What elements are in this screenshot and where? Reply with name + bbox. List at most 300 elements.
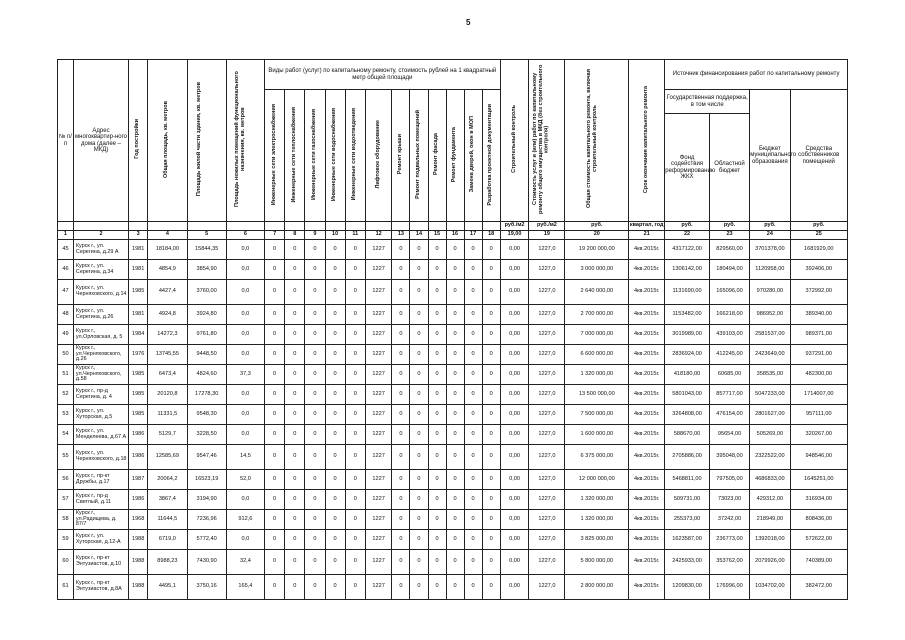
table-cell: 3854,90 xyxy=(187,260,226,280)
table-cell: 0 xyxy=(285,260,305,280)
table-cell: 12585,69 xyxy=(148,445,187,470)
table-cell: 4кв.2015г. xyxy=(629,550,665,575)
column-number-cell: 15 xyxy=(428,231,446,240)
table-cell: 0,0 xyxy=(226,280,264,305)
table-cell: 0 xyxy=(392,575,410,600)
table-cell: 5047233,00 xyxy=(750,385,790,405)
table-cell: 0 xyxy=(305,240,325,260)
table-cell: 0 xyxy=(482,240,500,260)
table-cell: 11331,5 xyxy=(148,405,187,425)
table-cell: 429312,00 xyxy=(750,490,790,510)
table-cell: 0 xyxy=(464,280,482,305)
column-number-cell: 18 xyxy=(482,231,500,240)
column-number-cell: 21 xyxy=(629,231,665,240)
table-cell: 0 xyxy=(325,575,345,600)
table-cell: 0 xyxy=(428,345,446,365)
table-cell: 1227 xyxy=(365,280,392,305)
table-cell: 0 xyxy=(325,385,345,405)
table-cell: 7 500 000,00 xyxy=(565,405,629,425)
table-cell: 0 xyxy=(265,550,285,575)
table-cell: 0,00 xyxy=(500,240,529,260)
table-cell: 1 320 000,00 xyxy=(565,365,629,385)
table-cell: 218949,00 xyxy=(750,510,790,530)
table-cell: 54 xyxy=(58,425,74,445)
unit-cell xyxy=(129,222,148,231)
table-cell: 0 xyxy=(446,510,464,530)
table-cell: 0 xyxy=(446,260,464,280)
table-cell: 20120,8 xyxy=(148,385,187,405)
table-cell: 1227,0 xyxy=(529,405,565,425)
table-cell: 829560,00 xyxy=(709,240,749,260)
table-cell: Курск г., ул.Радищева, д. 87/7 xyxy=(73,510,128,530)
table-cell: 9548,30 xyxy=(187,405,226,425)
unit-cell xyxy=(365,222,392,231)
unit-cell: руб. xyxy=(750,222,790,231)
table-cell: 4кв.2015г. xyxy=(629,325,665,345)
table-cell: 1227,0 xyxy=(529,385,565,405)
work-header-12: Разработка проектной документации xyxy=(482,90,500,222)
table-cell: 2 700 000,00 xyxy=(565,305,629,325)
table-cell: 4686833,00 xyxy=(750,470,790,490)
table-cell: 0 xyxy=(392,260,410,280)
table-cell: 5772,40 xyxy=(187,530,226,550)
table-cell: 6719,0 xyxy=(148,530,187,550)
table-cell: 0 xyxy=(265,470,285,490)
table-cell: 3 000 000,00 xyxy=(565,260,629,280)
table-cell: 0 xyxy=(428,550,446,575)
table-cell: 0 xyxy=(428,385,446,405)
table-cell: 0 xyxy=(265,575,285,600)
table-cell: 0 xyxy=(265,425,285,445)
table-cell: 0 xyxy=(285,325,305,345)
table-cell: 7 000 000,00 xyxy=(565,325,629,345)
unit-cell xyxy=(226,222,264,231)
table-cell: 48 xyxy=(58,305,74,325)
table-cell: 1209830,00 xyxy=(665,575,710,600)
table-cell: 55 xyxy=(58,445,74,470)
table-cell: 46 xyxy=(58,260,74,280)
table-cell: 0 xyxy=(446,325,464,345)
table-cell: 4кв.2015г. xyxy=(629,365,665,385)
table-cell: 0 xyxy=(325,425,345,445)
column-number-cell: 3 xyxy=(129,231,148,240)
table-cell: 0 xyxy=(305,530,325,550)
table-cell: 19 200 000,00 xyxy=(565,240,629,260)
table-cell: 0 xyxy=(285,470,305,490)
table-cell: 0 xyxy=(446,530,464,550)
table-cell: 4кв.2015г. xyxy=(629,575,665,600)
table-cell: 1986 xyxy=(129,425,148,445)
table-cell: 16523,19 xyxy=(187,470,226,490)
table-cell: 1227,0 xyxy=(529,240,565,260)
table-cell: 0,0 xyxy=(226,405,264,425)
table-cell: 3867,4 xyxy=(148,490,187,510)
table-cell: 0,00 xyxy=(500,280,529,305)
table-cell: 0 xyxy=(410,280,428,305)
table-cell: 4кв.2015г. xyxy=(629,260,665,280)
table-cell: 1986 xyxy=(129,445,148,470)
table-cell: 1131690,00 xyxy=(665,280,710,305)
column-number-cell: 19 xyxy=(529,231,565,240)
table-cell: 0 xyxy=(392,405,410,425)
table-cell: 0 xyxy=(325,470,345,490)
table-cell: 0 xyxy=(446,385,464,405)
capital-repair-table xyxy=(57,59,848,600)
table-cell: 0 xyxy=(464,305,482,325)
table-cell: 0 xyxy=(464,260,482,280)
table-cell: 0,00 xyxy=(500,550,529,575)
table-cell: 0 xyxy=(345,445,365,470)
table-cell: 13745,55 xyxy=(148,345,187,365)
table-cell: 4кв.2015г. xyxy=(629,405,665,425)
table-cell: 0 xyxy=(428,470,446,490)
table-cell: 0,00 xyxy=(500,345,529,365)
table-cell: Курск г., пр-д Серегина, д. 4 xyxy=(73,385,128,405)
table-cell: 47 xyxy=(58,280,74,305)
table-cell: 1227 xyxy=(365,405,392,425)
table-cell: 0 xyxy=(446,305,464,325)
table-cell: 0 xyxy=(482,510,500,530)
table-row xyxy=(58,575,848,600)
table-cell: 0 xyxy=(482,365,500,385)
funding-group-header: Источник финансирования работ по капитальному ремонту xyxy=(665,60,848,90)
table-cell: 0 xyxy=(265,365,285,385)
table-cell: 0 xyxy=(305,260,325,280)
table-cell: 0 xyxy=(325,240,345,260)
table-cell: 13 500 000,00 xyxy=(565,385,629,405)
table-cell: 1714007,00 xyxy=(790,385,847,405)
table-cell: 0,00 xyxy=(500,575,529,600)
table-cell: 0,00 xyxy=(500,490,529,510)
table-cell: 0 xyxy=(464,445,482,470)
table-cell: 0 xyxy=(345,240,365,260)
table-cell: 0 xyxy=(428,305,446,325)
table-cell: 0,00 xyxy=(500,470,529,490)
column-number-cell: 16 xyxy=(446,231,464,240)
table-cell: 1988 xyxy=(129,550,148,575)
table-cell: 0 xyxy=(325,405,345,425)
column-number-cell: 23 xyxy=(709,231,749,240)
table-cell: 1227 xyxy=(365,260,392,280)
table-cell: 1227 xyxy=(365,575,392,600)
table-cell: 0 xyxy=(392,305,410,325)
table-cell: 4854,9 xyxy=(148,260,187,280)
table-cell: 0,00 xyxy=(500,405,529,425)
table-cell: 14272,3 xyxy=(148,325,187,345)
table-cell: 0 xyxy=(446,425,464,445)
work-header-1: Инженерные сети электроснабжения xyxy=(265,90,285,222)
table-cell: 0 xyxy=(305,445,325,470)
col-living-area-header: Площадь жилой части здания, кв. метров xyxy=(187,60,226,222)
table-cell: 18184,00 xyxy=(148,240,187,260)
table-cell: 797505,00 xyxy=(709,470,749,490)
table-cell: 1153482,00 xyxy=(665,305,710,325)
table-cell: 0 xyxy=(305,305,325,325)
table-cell: Курск г., ул.Черняховского, д.58 xyxy=(73,365,128,385)
table-cell: 0 xyxy=(446,470,464,490)
table-cell: 0 xyxy=(464,550,482,575)
column-number-cell: 14 xyxy=(410,231,428,240)
table-cell: 5468811,00 xyxy=(665,470,710,490)
table-cell: 95654,00 xyxy=(709,425,749,445)
table-cell: 0 xyxy=(410,445,428,470)
column-number-cell: 20 xyxy=(565,231,629,240)
table-cell: 316934,00 xyxy=(790,490,847,510)
table-cell: 9547,46 xyxy=(187,445,226,470)
table-cell: 937291,00 xyxy=(790,345,847,365)
table-cell: 1984 xyxy=(129,325,148,345)
table-cell: 4кв.2015г. xyxy=(629,510,665,530)
state-support-header: Государственная поддержка, в том числе xyxy=(665,90,750,114)
table-cell: 0 xyxy=(345,575,365,600)
work-header-11: Замена дверей, окон в МОП xyxy=(464,90,482,222)
table-cell: 0 xyxy=(410,325,428,345)
table-cell: 6473,4 xyxy=(148,365,187,385)
table-cell: 0 xyxy=(285,445,305,470)
table-cell: 1227,0 xyxy=(529,365,565,385)
table-cell: 1227,0 xyxy=(529,510,565,530)
table-cell: 1985 xyxy=(129,365,148,385)
table-cell: 0 xyxy=(285,280,305,305)
table-cell: 1985 xyxy=(129,385,148,405)
unit-cell xyxy=(73,222,128,231)
unit-cell: руб./м2 xyxy=(529,222,565,231)
table-cell: Курск г., ул.Орловская, д. 5 xyxy=(73,325,128,345)
table-cell: 1392018,00 xyxy=(750,530,790,550)
work-header-6: Лифтовое оборудование xyxy=(365,90,392,222)
table-cell: 8988,23 xyxy=(148,550,187,575)
table-cell: 0,00 xyxy=(500,510,529,530)
table-cell: 50 xyxy=(58,345,74,365)
page-number: 5 xyxy=(466,18,471,27)
column-number-cell: 25 xyxy=(790,231,847,240)
table-cell: 49 xyxy=(58,325,74,345)
table-cell: Курск г., ул. Хуторская, д.5 xyxy=(73,405,128,425)
table-cell: 0 xyxy=(325,445,345,470)
table-cell: 1227 xyxy=(365,445,392,470)
work-header-3: Инженерные сети газоснабжения xyxy=(305,90,325,222)
table-row xyxy=(58,445,848,470)
table-cell: 4кв.2015г. xyxy=(629,425,665,445)
table-cell: 2836924,00 xyxy=(665,345,710,365)
table-cell: 0 xyxy=(446,345,464,365)
unit-cell xyxy=(464,222,482,231)
table-cell: 0 xyxy=(392,470,410,490)
table-cell: 3194,90 xyxy=(187,490,226,510)
table-cell: 1227 xyxy=(365,530,392,550)
table-cell: 1645251,00 xyxy=(790,470,847,490)
table-cell: 0 xyxy=(345,385,365,405)
table-cell: 58 xyxy=(58,510,74,530)
table-cell: 0 xyxy=(428,425,446,445)
table-row xyxy=(58,325,848,345)
table-cell: 0 xyxy=(305,325,325,345)
table-cell: 73023,00 xyxy=(709,490,749,510)
table-cell: 1981 xyxy=(129,305,148,325)
table-cell: 2423649,00 xyxy=(750,345,790,365)
table-cell: 0 xyxy=(482,305,500,325)
col-cost-per-m2-header: Стоимость услуг и (или) работ по капитальному ремонту общего имущества в МКД (без строительного контроля) xyxy=(529,60,565,222)
col-address-header: Адрес многоквартир-ного дома (далее – МКД) xyxy=(73,60,128,222)
table-cell: 0 xyxy=(265,260,285,280)
table-cell: 0 xyxy=(428,445,446,470)
table-cell: 0 xyxy=(325,550,345,575)
unit-cell: квартал, год xyxy=(629,222,665,231)
table-cell: 912,6 xyxy=(226,510,264,530)
units-row xyxy=(58,222,848,231)
table-cell: 0 xyxy=(482,425,500,445)
table-row xyxy=(58,240,848,260)
works-group-header: Виды работ (услуг) по капитальному ремонту, стоимость рублей на 1 квадратный метр общей площади xyxy=(265,60,501,90)
table-cell: 0,0 xyxy=(226,345,264,365)
table-cell: 7236,96 xyxy=(187,510,226,530)
column-number-cell: 9 xyxy=(305,231,325,240)
table-cell: 0 xyxy=(464,240,482,260)
table-cell: 0,00 xyxy=(500,260,529,280)
table-cell: 4кв.2015г. xyxy=(629,490,665,510)
table-cell: 0,0 xyxy=(226,425,264,445)
table-cell: Курск г., пр-д Светлый, д.11 xyxy=(73,490,128,510)
table-cell: 0 xyxy=(410,240,428,260)
table-cell: 0 xyxy=(464,530,482,550)
table-cell: 1981 xyxy=(129,240,148,260)
table-cell: 0 xyxy=(392,445,410,470)
table-cell: 0 xyxy=(305,490,325,510)
table-row xyxy=(58,510,848,530)
table-cell: 1988 xyxy=(129,530,148,550)
unit-cell xyxy=(482,222,500,231)
column-number-cell: 5 xyxy=(187,231,226,240)
table-cell: 0 xyxy=(305,385,325,405)
table-cell: 857717,00 xyxy=(709,385,749,405)
unit-cell xyxy=(428,222,446,231)
col-no-header: № п/п xyxy=(58,60,74,222)
table-cell: 1227 xyxy=(365,385,392,405)
table-cell: 0 xyxy=(446,280,464,305)
table-cell: 989371,00 xyxy=(790,325,847,345)
table-cell: 0 xyxy=(325,365,345,385)
table-cell: 412245,00 xyxy=(709,345,749,365)
table-cell: 505269,00 xyxy=(750,425,790,445)
table-cell: 0,0 xyxy=(226,305,264,325)
table-cell: 0 xyxy=(325,345,345,365)
table-cell: 0 xyxy=(482,490,500,510)
table-cell: 1227,0 xyxy=(529,470,565,490)
table-cell: 1981 xyxy=(129,260,148,280)
table-cell: 4кв.2015г. xyxy=(629,345,665,365)
table-cell: 1987 xyxy=(129,470,148,490)
table-cell: 0 xyxy=(446,490,464,510)
unit-cell: руб. xyxy=(709,222,749,231)
table-cell: 3228,50 xyxy=(187,425,226,445)
table-cell: 395048,00 xyxy=(709,445,749,470)
unit-cell xyxy=(148,222,187,231)
table-cell: 5129,7 xyxy=(148,425,187,445)
table-cell: 0 xyxy=(345,425,365,445)
table-cell: 20064,2 xyxy=(148,470,187,490)
table-cell: 353762,00 xyxy=(709,550,749,575)
table-row xyxy=(58,280,848,305)
table-cell: 0 xyxy=(265,405,285,425)
table-cell: Курск г., ул. Черняховского, д.14 xyxy=(73,280,128,305)
table-cell: 37242,00 xyxy=(709,510,749,530)
table-cell: Курск г., пр-кт Дружбы, д.17 xyxy=(73,470,128,490)
table-cell: Курск г., ул. Серегина, д.34 xyxy=(73,260,128,280)
table-cell: 0 xyxy=(410,425,428,445)
table-cell: 2079926,00 xyxy=(750,550,790,575)
table-cell: 15844,35 xyxy=(187,240,226,260)
table-cell: 808436,00 xyxy=(790,510,847,530)
table-cell: 1227,0 xyxy=(529,575,565,600)
table-cell: 0 xyxy=(428,530,446,550)
table-cell: 509731,00 xyxy=(665,490,710,510)
table-cell: 0 xyxy=(345,405,365,425)
table-cell: 0 xyxy=(464,325,482,345)
table-cell: Курск г., ул. Серегина, д.26 xyxy=(73,305,128,325)
table-cell: 4495,1 xyxy=(148,575,187,600)
table-cell: 0 xyxy=(265,445,285,470)
table-row xyxy=(58,385,848,405)
table-cell: 320267,00 xyxy=(790,425,847,445)
table-cell: 0 xyxy=(305,365,325,385)
table-cell: 0 xyxy=(410,530,428,550)
table-cell: 0 xyxy=(392,385,410,405)
table-row xyxy=(58,470,848,490)
table-cell: 0 xyxy=(446,240,464,260)
table-row xyxy=(58,530,848,550)
table-cell: 1227 xyxy=(365,345,392,365)
table-cell: 0 xyxy=(392,240,410,260)
table-cell: 0 xyxy=(265,240,285,260)
table-cell: 1227 xyxy=(365,510,392,530)
table-cell: 9448,50 xyxy=(187,345,226,365)
table-cell: 4кв.2015г. xyxy=(629,470,665,490)
column-number-cell: 1 xyxy=(58,231,74,240)
table-cell: 1227 xyxy=(365,490,392,510)
table-cell: Курск г., ул. Хуторская, д.12-А xyxy=(73,530,128,550)
col-nonres-area-header: Площадь нежилых помещений функционального назначения, кв. метров xyxy=(226,60,264,222)
table-cell: 165096,00 xyxy=(709,280,749,305)
table-cell: 0 xyxy=(464,490,482,510)
table-cell: 0 xyxy=(345,305,365,325)
table-cell: 4кв.2015г. xyxy=(629,385,665,405)
table-cell: 0 xyxy=(428,260,446,280)
table-cell: 0 xyxy=(410,385,428,405)
table-cell: 1120958,00 xyxy=(750,260,790,280)
table-cell: 0 xyxy=(285,385,305,405)
table-cell: 0 xyxy=(464,510,482,530)
table-cell: 0 xyxy=(392,325,410,345)
table-cell: 1227 xyxy=(365,365,392,385)
column-number-cell: 17 xyxy=(464,231,482,240)
table-cell: 0 xyxy=(482,575,500,600)
table-cell: 0,00 xyxy=(500,305,529,325)
table-cell: 1986 xyxy=(129,490,148,510)
unit-cell xyxy=(325,222,345,231)
table-cell: 0 xyxy=(305,550,325,575)
table-cell: 0 xyxy=(325,325,345,345)
col-fund-header: Фонд содействия реформированию ЖКХ xyxy=(665,114,710,222)
table-cell: 0 xyxy=(285,550,305,575)
work-header-2: Инженерные сети теплоснабжения xyxy=(285,90,305,222)
table-cell: 2322522,00 xyxy=(750,445,790,470)
work-header-9: Ремонт фасада xyxy=(428,90,446,222)
table-cell: 57 xyxy=(58,490,74,510)
table-cell: 1623587,00 xyxy=(665,530,710,550)
table-cell: 1988 xyxy=(129,575,148,600)
column-number-cell: 13 xyxy=(392,231,410,240)
table-cell: 0 xyxy=(410,260,428,280)
